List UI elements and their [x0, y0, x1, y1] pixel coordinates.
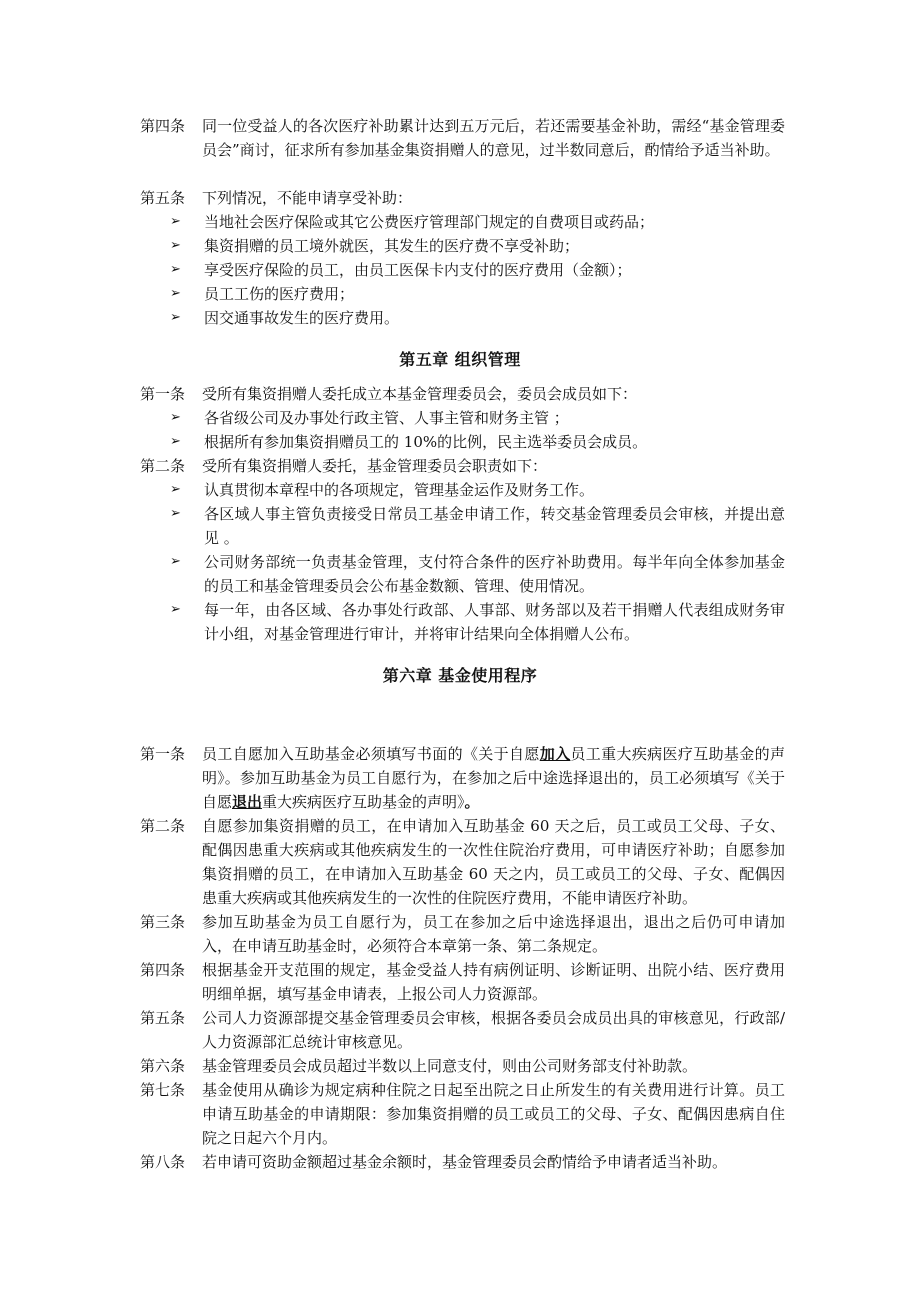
right-arrowhead-icon: ➢ — [170, 286, 181, 301]
article-text: 受所有集资捐赠人委托成立本基金管理委员会，委员会成员如下： — [202, 385, 638, 403]
article-label: 第六条 — [140, 1057, 186, 1075]
article-text: 基金管理委员会成员超过半数以上同意支付，则由公司财务部支付补助款。 — [202, 1057, 698, 1075]
right-arrowhead-icon: ➢ — [170, 238, 181, 253]
list-item: ➢ 员工工伤的医疗费用； — [170, 282, 785, 306]
ch6-article-5 — [140, 1006, 785, 1054]
right-arrowhead-icon: ➢ — [170, 262, 181, 277]
list-item: ➢ 各省级公司及办事处行政主管、人事主管和财务主管 ； — [170, 406, 785, 430]
right-arrowhead-icon: ➢ — [170, 602, 181, 617]
article-label: 第二条 — [140, 457, 186, 475]
article-label: 第五条 — [140, 1009, 186, 1027]
article-text: 同一位受益人的各次医疗补助累计达到五万元后，若还需要基金补助，需经“基金管理委员会”商讨，征求所有参加基金集资捐赠人的意见，过半数同意后，酌情给予适当补助。 — [202, 117, 785, 159]
right-arrowhead-icon: ➢ — [170, 410, 181, 425]
underlined-join: 加入 — [539, 745, 571, 763]
article-label: 第七条 — [140, 1081, 186, 1099]
list-item: ➢ 享受医疗保险的员工，由员工医保卡内支付的医疗费用（金额）； — [170, 258, 785, 282]
right-arrowhead-icon: ➢ — [170, 434, 181, 449]
article-text: 若申请可资助金额超过基金余额时，基金管理委员会酌情给予申请者适当补助。 — [202, 1153, 728, 1171]
article-text: 根据基金开支范围的规定，基金受益人持有病例证明、诊断证明、出院小结、医疗费用明细单据，填写基金申请表，上报公司人力资源部。 — [202, 961, 785, 1003]
ch6-article-3 — [140, 910, 785, 958]
chapter-6-title: 第六章 基金使用程序 — [382, 666, 538, 685]
ch5-article-1 — [140, 382, 785, 406]
list-item: ➢ 每一年，由各区域、各办事处行政部、人事部、财务部以及若干捐赠人代表组成财务审计小组，对基金管理进行审计，并将审计结果向全体捐赠人公布。 — [170, 598, 785, 646]
list-item: ➢ 认真贯彻本章程中的各项规定，管理基金运作及财务工作。 — [170, 478, 785, 502]
ch5-article-2 — [140, 454, 785, 478]
list-item: ➢ 公司财务部统一负责基金管理，支付符合条件的医疗补助费用。每半年向全体参加基金的员工和基金管理委员会公布基金数额、管理、使用情况。 — [170, 550, 785, 598]
article-text: 参加互助基金为员工自愿行为，员工在参加之后中途选择退出，退出之后仍可申请加入，在申请互助基金时，必须符合本章第一条、第二条规定。 — [202, 913, 785, 955]
chapter-5-title: 第五章 组织管理 — [399, 350, 521, 369]
right-arrowhead-icon: ➢ — [170, 554, 181, 569]
article-text: 员工自愿加入互助基金必须填写书面的《关于自愿加入员工重大疾病医疗互助基金的声明》。参加互助基金为员工自愿行为，在参加之后中途选择退出的，员工必须填写《关于自愿退出重大疾病医疗互助基金的声明》。 — [202, 745, 785, 811]
ch6-article-1 — [140, 742, 785, 814]
list-item: ➢ 集资捐赠的员工境外就医，其发生的医疗费不享受补助； — [170, 234, 785, 258]
list-item: ➢ 根据所有参加集资捐赠员工的 10%的比例，民主选举委员会成员。 — [170, 430, 785, 454]
ch6-article-7 — [140, 1078, 785, 1150]
article-label: 第八条 — [140, 1153, 186, 1171]
right-arrowhead-icon: ➢ — [170, 310, 181, 325]
ch6-article-6 — [140, 1054, 785, 1078]
underlined-withdraw: 退出 — [232, 793, 263, 811]
article-text: 基金使用从确诊为规定病种住院之日起至出院之日止所发生的有关费用进行计算。员工申请互助基金的申请期限：参加集资捐赠的员工或员工的父母、子女、配偶因患病自住院之日起六个月内。 — [202, 1081, 785, 1147]
article-5 — [140, 186, 785, 210]
list-item: ➢ 因交通事故发生的医疗费用。 — [170, 306, 785, 330]
ch6-article-4 — [140, 958, 785, 1006]
article-label: 第四条 — [140, 961, 186, 979]
list-item: ➢ 各区域人事主管负责接受日常员工基金申请工作，转交基金管理委员会审核，并提出意见 。 — [170, 502, 785, 550]
right-arrowhead-icon: ➢ — [170, 506, 181, 521]
list-item: ➢ 当地社会医疗保险或其它公费医疗管理部门规定的自费项目或药品； — [170, 210, 785, 234]
article-label: 第三条 — [140, 913, 186, 931]
right-arrowhead-icon: ➢ — [170, 214, 181, 229]
article-text: 自愿参加集资捐赠的员工，在申请加入互助基金 60 天之后，员工或员工父母、子女、配偶因患重大疾病或其他疾病发生的一次性住院治疗费用，可申请医疗补助；自愿参加集资捐赠的员工，在申请加入互助基金 60 天之内，员工或员工的父母、子女、配偶因患重大疾病或其他疾病发生的一次性的住院医疗费用，不能申请医疗补助。 — [202, 817, 785, 907]
article-label: 第二条 — [140, 817, 186, 835]
right-arrowhead-icon: ➢ — [170, 482, 181, 497]
article-4 — [140, 114, 785, 162]
article-label: 第五条 — [140, 189, 186, 207]
article-text: 受所有集资捐赠人委托，基金管理委员会职责如下： — [202, 457, 548, 475]
article-label: 第一条 — [140, 745, 186, 763]
article-text: 公司人力资源部提交基金管理委员会审核，根据各委员会成员出具的审核意见，行政部/人力资源部汇总统计审核意见。 — [202, 1009, 785, 1051]
article-label: 第一条 — [140, 385, 186, 403]
article-label: 第四条 — [140, 117, 186, 135]
ch6-article-8 — [140, 1150, 785, 1174]
ch6-article-2 — [140, 814, 785, 910]
article-text: 下列情况，不能申请享受补助： — [202, 189, 413, 207]
